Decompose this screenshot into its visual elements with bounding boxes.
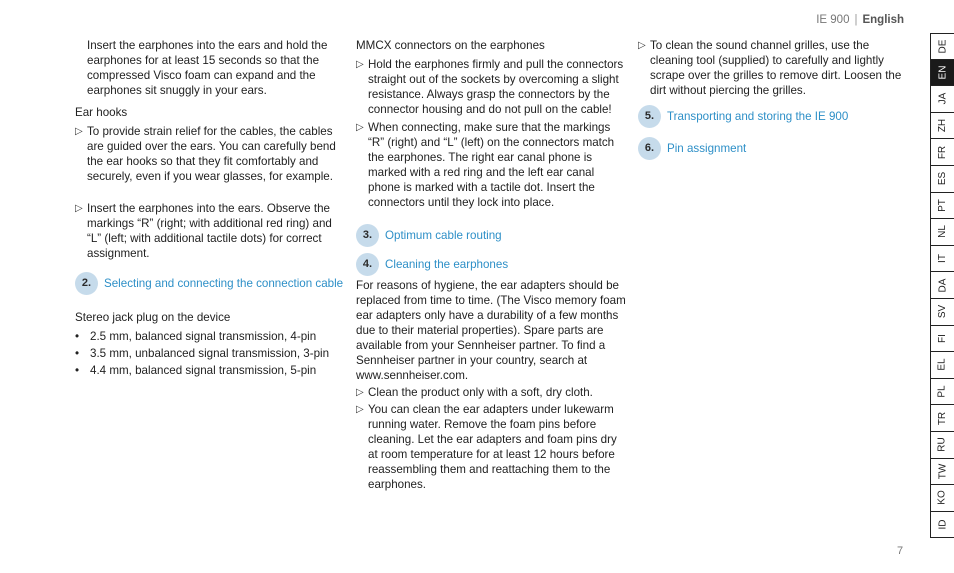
page-number: 7: [897, 545, 904, 557]
language-tab-label: DA: [937, 278, 948, 293]
header-separator: |: [854, 14, 858, 26]
language-tab-label: ID: [937, 519, 948, 530]
step-arrow-icon: ▷: [356, 59, 364, 70]
language-tab-label: NL: [936, 225, 948, 239]
page-header: [816, 13, 904, 28]
column-right: [638, 38, 908, 160]
language-tab-da[interactable]: [930, 272, 954, 299]
language-tab-en[interactable]: [930, 60, 954, 87]
column-left: [75, 38, 345, 378]
list-item: [75, 363, 345, 378]
language-tab-label: ES: [937, 172, 948, 186]
step-item: [75, 201, 345, 261]
step-arrow-icon: ▷: [75, 203, 83, 214]
section-title: Cleaning the earphones: [385, 258, 509, 271]
language-tab-label: PT: [937, 198, 948, 212]
language-tab-label: TW: [936, 463, 948, 480]
language-tab-de[interactable]: [930, 33, 954, 60]
language-tab-label: RU: [936, 437, 948, 452]
language-tab-el[interactable]: [930, 352, 954, 379]
step-item: [356, 385, 626, 400]
jack-plug-heading: Stereo jack plug on the device: [75, 311, 231, 324]
step-item: [75, 124, 345, 184]
language-tab-label: ZH: [937, 118, 948, 133]
language-tab-label: TR: [937, 411, 948, 425]
language-tab-zh[interactable]: [930, 113, 954, 140]
language-tab-label: DE: [937, 39, 948, 54]
product-name: IE 900: [816, 14, 850, 26]
list-item: [75, 329, 345, 344]
list-item-text: 3.5 mm, unbalanced signal transmission, 3-pin: [90, 347, 330, 360]
section-number-badge: 6.: [638, 137, 661, 160]
language-tab-label: IT: [936, 254, 948, 263]
step-arrow-icon: ▷: [356, 122, 364, 133]
mmcx-heading: MMCX connectors on the earphones: [356, 39, 545, 52]
language-tab-label: EL: [936, 358, 948, 372]
step-arrow-icon: ▷: [638, 40, 646, 51]
language-tab-fi[interactable]: [930, 326, 954, 353]
language-tab-label: FI: [936, 333, 948, 343]
language-tab-tr[interactable]: [930, 405, 954, 432]
language-tabs: [930, 33, 954, 538]
bullet-icon: •: [75, 364, 80, 377]
list-item-text: 4.4 mm, balanced signal transmission, 5-pin: [90, 364, 317, 377]
bullet-icon: •: [75, 347, 80, 360]
step-text: When connecting, make sure that the markings “R” (right) and “L” (left) on the connectors match the earphones. The right ear canal phone is marked with a red ring and the left ear canal phone is marked with a tactile dot. Insert the connectors until they lock into place.: [368, 121, 615, 209]
step-item: [356, 120, 626, 210]
step-arrow-icon: ▷: [356, 404, 364, 415]
section-title: Optimum cable routing: [385, 229, 502, 242]
language-label: English: [862, 14, 904, 26]
step-text: To clean the sound channel grilles, use the cleaning tool (supplied) to carefully and lightly scrape over the grilles to remove dirt. Loosen the dirt without piercing the grilles.: [650, 39, 902, 97]
language-tab-id[interactable]: [930, 512, 954, 539]
language-tab-sv[interactable]: [930, 299, 954, 326]
language-tab-ru[interactable]: [930, 432, 954, 459]
language-tab-ko[interactable]: [930, 485, 954, 512]
language-tab-ja[interactable]: [930, 86, 954, 113]
section-number-badge: 4.: [356, 253, 379, 276]
language-tab-pt[interactable]: [930, 193, 954, 220]
column-middle: [356, 38, 626, 492]
section-heading-5: [638, 105, 908, 128]
step-item: [356, 57, 626, 117]
intro-text: Insert the earphones into the ears and hold the earphones for at least 15 seconds so that the compressed Visco foam can expand and the earphones sit snuggly in your ears.: [87, 39, 328, 97]
step-arrow-icon: ▷: [75, 126, 83, 137]
section-number-badge: 2.: [75, 272, 98, 295]
language-tab-nl[interactable]: [930, 219, 954, 246]
language-tab-label: SV: [937, 305, 948, 319]
section-heading-4: [356, 253, 626, 276]
step-item: [356, 402, 626, 492]
section-heading-6: [638, 137, 908, 160]
list-item-text: 2.5 mm, balanced signal transmission, 4-pin: [90, 330, 317, 343]
section-heading-2: [75, 272, 345, 295]
section-title: Pin assignment: [667, 142, 747, 155]
step-text: Insert the earphones into the ears. Observe the markings “R” (right; with additional red ring) and “L” (left; with additional tactile dots) for correct assignment.: [87, 202, 332, 260]
section-heading-3: [356, 224, 626, 247]
step-text: Hold the earphones firmly and pull the connectors straight out of the sockets by overcoming a slight resistance. Always grasp the connectors by the connector housing and do not pull on the cable!: [368, 58, 624, 116]
language-tab-tw[interactable]: [930, 459, 954, 486]
language-tab-it[interactable]: [930, 246, 954, 273]
cleaning-intro: For reasons of hygiene, the ear adapters should be replaced from time to time. (The Visco memory foam ear adapters only have a durability of a few months due to their material properties). Spare parts are available from your Sennheiser partner. To find a Sennheiser partner in your country, search at www.sennheiser.com.: [356, 279, 626, 382]
step-text: Clean the product only with a soft, dry cloth.: [368, 386, 593, 399]
list-item: [75, 346, 345, 361]
language-tab-label: KO: [936, 490, 948, 506]
step-text: You can clean the ear adapters under lukewarm running water. Remove the foam pins before cleaning. Let the ear adapters and foam pins dry at room temperature for at least 12 hours before reassembling them and reattaching them to the earphones.: [368, 403, 617, 491]
section-number-badge: 3.: [356, 224, 379, 247]
step-text: To provide strain relief for the cables, the cables are guided over the ears. You can carefully bend the ear hooks so that they fit comfortably and securely, even if you wear glasses, for example.: [87, 125, 336, 183]
language-tab-label: FR: [937, 145, 948, 159]
section-title: Selecting and connecting the connection cable: [104, 277, 344, 290]
ear-hooks-heading: Ear hooks: [75, 106, 128, 119]
section-number-badge: 5.: [638, 105, 661, 128]
language-tab-label: EN: [937, 65, 948, 80]
language-tab-label: PL: [936, 385, 948, 398]
language-tab-es[interactable]: [930, 166, 954, 193]
section-title: Transporting and storing the IE 900: [667, 110, 849, 123]
language-tab-pl[interactable]: [930, 379, 954, 406]
language-tab-label: JA: [936, 93, 948, 105]
step-item: [638, 38, 908, 98]
language-tab-fr[interactable]: [930, 139, 954, 166]
step-arrow-icon: ▷: [356, 387, 364, 398]
bullet-icon: •: [75, 330, 80, 343]
